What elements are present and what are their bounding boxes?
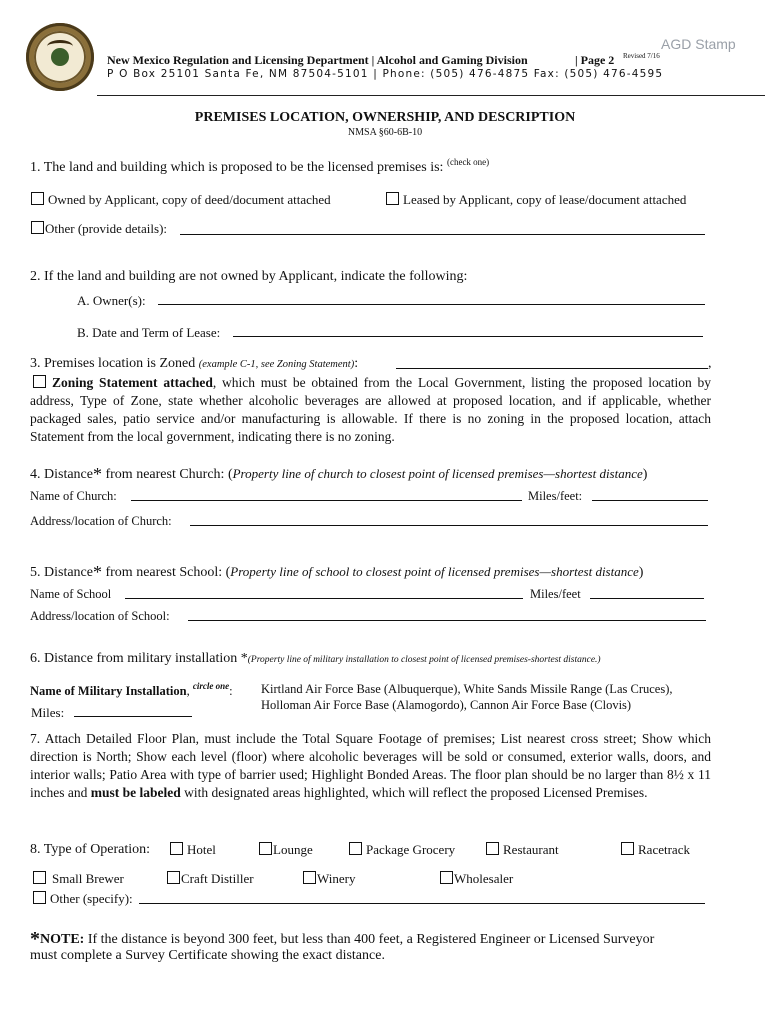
q1-other-details-field[interactable] (180, 222, 705, 235)
q6-question (30, 651, 601, 667)
q6-installation-label (30, 681, 233, 699)
q3-colon: : (354, 356, 359, 371)
q1-leased-label: Leased by Applicant, copy of lease/document attached (403, 192, 687, 207)
note-text-2: must complete a Survey Certificate showing the exact distance. (30, 948, 385, 963)
q5-label: 5. Distance (30, 565, 93, 580)
q4-italic-note: Property line of church to closest point of licensed premises—shortest distance (232, 466, 643, 481)
q6-miles-label: Miles: (31, 705, 65, 720)
q6-label: 6. Distance from military installation (30, 651, 238, 666)
q4-label: 4. Distance (30, 467, 93, 482)
q3-zoning-paragraph (30, 374, 711, 446)
q6-circle-one: circle one (192, 681, 230, 691)
q1-other-checkbox[interactable] (31, 221, 44, 234)
q8-wholesaler-label: Wholesaler (454, 871, 514, 886)
q1-leased-option[interactable] (386, 192, 686, 208)
q2-date-term-label: B. Date and Term of Lease: (77, 325, 221, 340)
q4-miles-field[interactable] (592, 488, 708, 501)
q3-example: (example C-1, see Zoning Statement) (198, 359, 355, 370)
page-title: PREMISES LOCATION, OWNERSHIP, AND DESCRIPTION (194, 110, 576, 125)
q6-bases-line-2[interactable]: Holloman Air Force Base (Alamogordo), Cannon Air Force Base (Clovis) (261, 698, 632, 712)
q4-church-address-field[interactable] (190, 513, 708, 526)
q5-miles-field[interactable] (590, 586, 704, 599)
q6-installation-bold: Name of Military Installation (30, 684, 187, 698)
q8-hotel-label: Hotel (187, 842, 216, 857)
q8-package-grocery-checkbox[interactable] (349, 842, 362, 855)
q8-option-restaurant[interactable] (486, 842, 559, 858)
q8-option-winery[interactable] (303, 871, 355, 887)
revised-date: Revised 7/16 (623, 52, 660, 60)
q8-label: 8. Type of Operation: (30, 842, 151, 857)
q8-craft-distiller-checkbox[interactable] (167, 871, 180, 884)
q6-miles-field[interactable] (74, 704, 192, 717)
q8-racetrack-checkbox[interactable] (621, 842, 634, 855)
q8-option-lounge[interactable] (259, 842, 313, 858)
q6-circle-colon: : (229, 684, 233, 698)
q3-zoning-text: , which must be obtained from the Local Government, listing the proposed location by address, Type of Zone, state whether alcoholic beverages are allowed at proposed location, and if applicable, whether packaged sales, patio service and/or manufacturing is allowable. If there is no zoning in the proposed location, attach Statement from the local government, indicating there is no zoning. (30, 375, 711, 444)
q5-school-name-field[interactable] (125, 586, 523, 599)
note-bold: NOTE: (40, 932, 85, 947)
q1-text: 1. The land and building which is proposed to be the licensed premises is: (30, 160, 444, 175)
q3-text: 3. Premises location is Zoned (30, 356, 196, 371)
note-asterisk: * (30, 928, 40, 950)
agency-name: New Mexico Regulation and Licensing Department | Alcohol and Gaming Division (107, 53, 528, 67)
q4-church-name-label: Name of Church: (30, 489, 117, 503)
q1-owned-label: Owned by Applicant, copy of deed/document attached (48, 192, 331, 207)
q1-owned-checkbox[interactable] (31, 192, 44, 205)
q8-winery-label: Winery (317, 871, 356, 886)
q8-wholesaler-checkbox[interactable] (440, 871, 453, 884)
q6-comma: , (186, 684, 190, 698)
q5-school-address-label: Address/location of School: (30, 609, 170, 623)
agd-stamp-label: AGD Stamp (661, 36, 736, 52)
q3-zoning-checkbox[interactable] (33, 375, 46, 388)
q5-miles-label: Miles/feet (530, 587, 581, 601)
q2-text: 2. If the land and building are not owned by Applicant, indicate the following: (30, 269, 468, 284)
q8-hotel-checkbox[interactable] (170, 842, 183, 855)
q5-question (30, 562, 643, 583)
q5-school-address-field[interactable] (188, 608, 706, 621)
q8-lounge-label: Lounge (273, 842, 313, 857)
q7-bold: must be labeled (90, 785, 181, 800)
q1-question (30, 157, 489, 176)
q8-small-brewer-checkbox[interactable] (33, 871, 46, 884)
q8-option-package-grocery[interactable] (349, 842, 455, 858)
header-divider (97, 95, 765, 96)
seal-emblem-icon (51, 48, 69, 66)
q1-leased-checkbox[interactable] (386, 192, 399, 205)
q8-craft-distiller-label: Craft Distiller (181, 871, 254, 886)
q5-school-name-label: Name of School (30, 587, 112, 601)
q3-comma: , (708, 356, 712, 371)
q5-from: from nearest School: ( (101, 565, 231, 580)
q5-asterisk: * (92, 562, 102, 582)
q6-bases-line-1[interactable]: Kirtland Air Force Base (Albuquerque), White Sands Missile Range (Las Cruces), (261, 682, 673, 696)
q8-restaurant-checkbox[interactable] (486, 842, 499, 855)
note-text-1: If the distance is beyond 300 feet, but less than 400 feet, a Registered Engineer or Licensed Surveyor (87, 932, 655, 947)
q8-restaurant-label: Restaurant (503, 842, 559, 857)
q8-option-racetrack[interactable] (621, 842, 690, 858)
q8-winery-checkbox[interactable] (303, 871, 316, 884)
q4-asterisk: * (92, 464, 102, 484)
q8-lounge-checkbox[interactable] (259, 842, 272, 855)
q8-other-specify-field[interactable] (139, 891, 705, 904)
q4-church-address-label: Address/location of Church: (30, 514, 172, 528)
q4-close: ) (642, 467, 648, 482)
q5-close: ) (638, 565, 644, 580)
q1-other-label: Other (provide details): (45, 221, 168, 236)
q8-option-hotel[interactable] (170, 842, 216, 858)
q8-other-label: Other (specify): (50, 891, 133, 906)
q8-other-checkbox[interactable] (33, 891, 46, 904)
q3-question (30, 356, 358, 372)
q4-question (30, 464, 647, 485)
q8-package-grocery-label: Package Grocery (366, 842, 456, 857)
q8-option-craft-distiller[interactable] (167, 871, 254, 887)
q8-option-wholesaler[interactable] (440, 871, 513, 887)
q3-zoning-bold: Zoning Statement attached (52, 375, 213, 390)
q2-owners-label: A. Owner(s): (77, 293, 146, 308)
q8-racetrack-label: Racetrack (638, 842, 690, 857)
q4-church-name-field[interactable] (131, 488, 522, 501)
q8-option-other[interactable] (33, 891, 133, 907)
q1-check-note: (check one) (446, 157, 490, 167)
state-seal-logo (26, 23, 94, 91)
q4-miles-label: Miles/feet: (528, 489, 583, 503)
q6-italic-note: (Property line of military installation to closest point of licensed premises-shortest distance.) (247, 655, 601, 665)
q8-option-small-brewer[interactable] (33, 871, 124, 887)
page-number: | Page 2 (575, 53, 615, 67)
q1-owned-option[interactable] (31, 192, 331, 208)
q7-text-a: 7. Attach Detailed Floor Plan, must include the Total Square Footage of premises; List nearest cross street; Show which direction is North; Show each level (floor) where alcoholic beverages will be sold or consumed, exterior walls, doors, and interior walls; Patio Area with type of barrier used; Highlight Bonded Areas. The floor plan should be no larger than 8½ x 11 inches and (30, 731, 711, 800)
q5-italic-note: Property line of school to closest point of licensed premises—shortest distance (230, 564, 639, 579)
agency-address: P O Box 25101 Santa Fe, NM 87504-5101 | Phone: (505) 476-4875 Fax: (505) 476-4595 (107, 68, 664, 80)
q8-small-brewer-label: Small Brewer (52, 871, 124, 886)
q2-owners-field[interactable] (158, 292, 705, 305)
q2-date-term-field[interactable] (233, 324, 703, 337)
q1-other-option[interactable] (31, 221, 167, 237)
q3-zone-field[interactable] (396, 356, 708, 369)
seal-inner-ring (34, 31, 86, 83)
statute-reference: NMSA §60-6B-10 (347, 127, 423, 138)
q6-asterisk: * (240, 651, 248, 666)
q7-paragraph (30, 730, 711, 802)
q4-from: from nearest Church: ( (101, 467, 233, 482)
q7-text-b: with designated areas highlighted, which will reflect the proposed Licensed Premises. (184, 785, 648, 800)
